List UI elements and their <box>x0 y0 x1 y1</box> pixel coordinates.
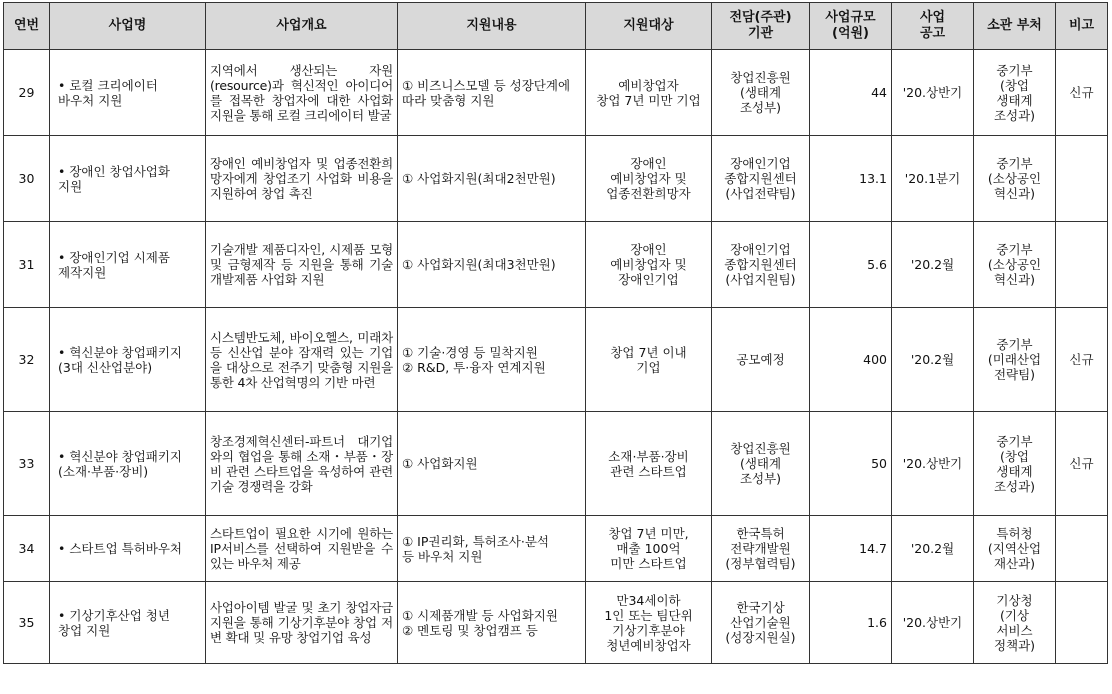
ministry-cell: 중기부 (창업 생태계 조성과) <box>974 412 1056 516</box>
header-overview: 사업개요 <box>206 3 398 50</box>
project-name-cell: • 기상기후산업 청년 창업 지원 <box>50 582 206 664</box>
support-item: ① 시제품개발 등 사업화지원 <box>402 607 558 623</box>
overview-cell: 창조경제혁신센터-파트너 대기업와의 협업을 통해 소재・부품・장비 관련 스타트업을 육성하여 관련 기술 경쟁력을 강화 <box>206 412 398 516</box>
table-row <box>4 412 1108 516</box>
row-number: 33 <box>4 412 50 516</box>
table-row <box>4 516 1108 582</box>
header-remark: 비고 <box>1056 3 1108 50</box>
target-cell: 만34세이하 1인 또는 팀단위 기상기후분야 청년예비창업자 <box>586 582 712 664</box>
scale-cell: 50 <box>810 412 892 516</box>
table-row <box>4 582 1108 664</box>
support-item: ① 기술·경영 등 밀착지원 <box>402 344 538 360</box>
remark-cell: 신규 <box>1056 50 1108 136</box>
scale-cell: 5.6 <box>810 222 892 308</box>
remark-cell <box>1056 582 1108 664</box>
agency-cell: 창업진흥원 (생태계 조성부) <box>712 412 810 516</box>
support-item: ① 사업화지원 <box>402 456 478 471</box>
header-project-name: 사업명 <box>50 3 206 50</box>
ministry-cell: 중기부 (미래산업 전략팀) <box>974 308 1056 412</box>
overview-cell: 시스템반도체, 바이오헬스, 미래차 등 신산업 분야 잠재력 있는 기업을 대상으로 전주기 맞춤형 지원을 통한 4차 산업혁명의 기반 마련 <box>206 308 398 412</box>
row-number: 29 <box>4 50 50 136</box>
project-name-cell: • 로컬 크리에이터 바우처 지원 <box>50 50 206 136</box>
table-row <box>4 222 1108 308</box>
notice-cell: '20.상반기 <box>892 412 974 516</box>
support-item: ② R&D, 투·융자 연계지원 <box>402 359 546 375</box>
support-cell <box>398 516 586 582</box>
ministry-cell: 특허청 (지역산업 재산과) <box>974 516 1056 582</box>
project-name-cell: • 혁신분야 창업패키지 (3대 신산업분야) <box>50 308 206 412</box>
row-number: 32 <box>4 308 50 412</box>
target-cell: 장애인 예비창업자 및 장애인기업 <box>586 222 712 308</box>
row-number: 31 <box>4 222 50 308</box>
notice-cell: '20.1분기 <box>892 136 974 222</box>
program-table <box>3 2 1108 664</box>
notice-cell: '20.2월 <box>892 308 974 412</box>
header-support: 지원내용 <box>398 3 586 50</box>
header-row <box>4 3 1108 50</box>
agency-cell: 장애인기업 종합지원센터 (사업전략팀) <box>712 136 810 222</box>
scale-cell: 44 <box>810 50 892 136</box>
scale-cell: 1.6 <box>810 582 892 664</box>
header-notice: 사업 공고 <box>892 3 974 50</box>
overview-cell: 스타트업이 필요한 시기에 원하는 IP서비스를 선택하여 지원받을 수 있는 바우처 제공 <box>206 516 398 582</box>
header-ministry: 소관 부처 <box>974 3 1056 50</box>
ministry-cell: 기상청 (기상 서비스 정책과) <box>974 582 1056 664</box>
remark-cell <box>1056 136 1108 222</box>
ministry-cell: 중기부 (소상공인 혁신과) <box>974 222 1056 308</box>
remark-cell <box>1056 516 1108 582</box>
agency-cell: 한국기상 산업기술원 (성장지원실) <box>712 582 810 664</box>
support-cell <box>398 50 586 136</box>
table-row <box>4 50 1108 136</box>
agency-cell: 장애인기업 종합지원센터 (사업지원팀) <box>712 222 810 308</box>
support-cell <box>398 136 586 222</box>
scale-cell: 14.7 <box>810 516 892 582</box>
target-cell: 예비창업자 창업 7년 미만 기업 <box>586 50 712 136</box>
scale-cell: 13.1 <box>810 136 892 222</box>
support-cell <box>398 308 586 412</box>
row-number: 35 <box>4 582 50 664</box>
ministry-cell: 중기부 (창업 생태계 조성과) <box>974 50 1056 136</box>
header-target: 지원대상 <box>586 3 712 50</box>
support-item: ① 사업화지원(최대3천만원) <box>402 257 556 272</box>
ministry-cell: 중기부 (소상공인 혁신과) <box>974 136 1056 222</box>
table-row <box>4 136 1108 222</box>
remark-cell <box>1056 222 1108 308</box>
overview-cell: 장애인 예비창업자 및 업종전환희망자에게 창업조기 사업화 비용을 지원하여 창업 촉진 <box>206 136 398 222</box>
row-number: 30 <box>4 136 50 222</box>
target-cell: 창업 7년 이내 기업 <box>586 308 712 412</box>
support-cell <box>398 582 586 664</box>
support-item: ① 사업화지원(최대2천만원) <box>402 171 556 186</box>
project-name-cell: • 혁신분야 창업패키지 (소재·부품·장비) <box>50 412 206 516</box>
header-year-no: 연번 <box>4 3 50 50</box>
target-cell: 장애인 예비창업자 및 업종전환희망자 <box>586 136 712 222</box>
agency-cell: 한국특허 전략개발원 (정부협력팀) <box>712 516 810 582</box>
notice-cell: '20.상반기 <box>892 50 974 136</box>
scale-cell: 400 <box>810 308 892 412</box>
row-number: 34 <box>4 516 50 582</box>
project-name-cell: • 장애인 창업사업화 지원 <box>50 136 206 222</box>
support-cell <box>398 222 586 308</box>
remark-cell: 신규 <box>1056 308 1108 412</box>
notice-cell: '20.2월 <box>892 516 974 582</box>
project-name-cell: • 장애인기업 시제품 제작지원 <box>50 222 206 308</box>
notice-cell: '20.2월 <box>892 222 974 308</box>
support-cell <box>398 412 586 516</box>
notice-cell: '20.상반기 <box>892 582 974 664</box>
support-item: ① 비즈니스모델 등 성장단계에 따라 맞춤형 지원 <box>402 77 571 108</box>
agency-cell: 공모예정 <box>712 308 810 412</box>
support-item: ② 멘토링 및 창업캠프 등 <box>402 622 538 638</box>
agency-cell: 창업진흥원 (생태계 조성부) <box>712 50 810 136</box>
header-scale: 사업규모 (억원) <box>810 3 892 50</box>
project-name-cell: • 스타트업 특허바우처 <box>50 516 206 582</box>
remark-cell: 신규 <box>1056 412 1108 516</box>
overview-cell: 사업아이템 발굴 및 초기 창업자금 지원을 통해 기상기후분야 창업 저변 확대 및 유망 창업기업 육성 <box>206 582 398 664</box>
overview-cell: 기술개발 제품디자인, 시제품 모형 및 금형제작 등 지원을 통해 기술개발제품 사업화 지원 <box>206 222 398 308</box>
table-row <box>4 308 1108 412</box>
overview-cell: 지역에서 생산되는 자원(resource)과 혁신적인 아이디어를 접목한 창업자에 대한 사업화 지원을 통해 로컬 크리에이터 발굴 <box>206 50 398 136</box>
support-item: ① IP권리화, 특허조사·분석 등 바우처 지원 <box>402 533 549 564</box>
header-agency: 전담(주관) 기관 <box>712 3 810 50</box>
target-cell: 창업 7년 미만, 매출 100억 미만 스타트업 <box>586 516 712 582</box>
target-cell: 소재·부품·장비 관련 스타트업 <box>586 412 712 516</box>
